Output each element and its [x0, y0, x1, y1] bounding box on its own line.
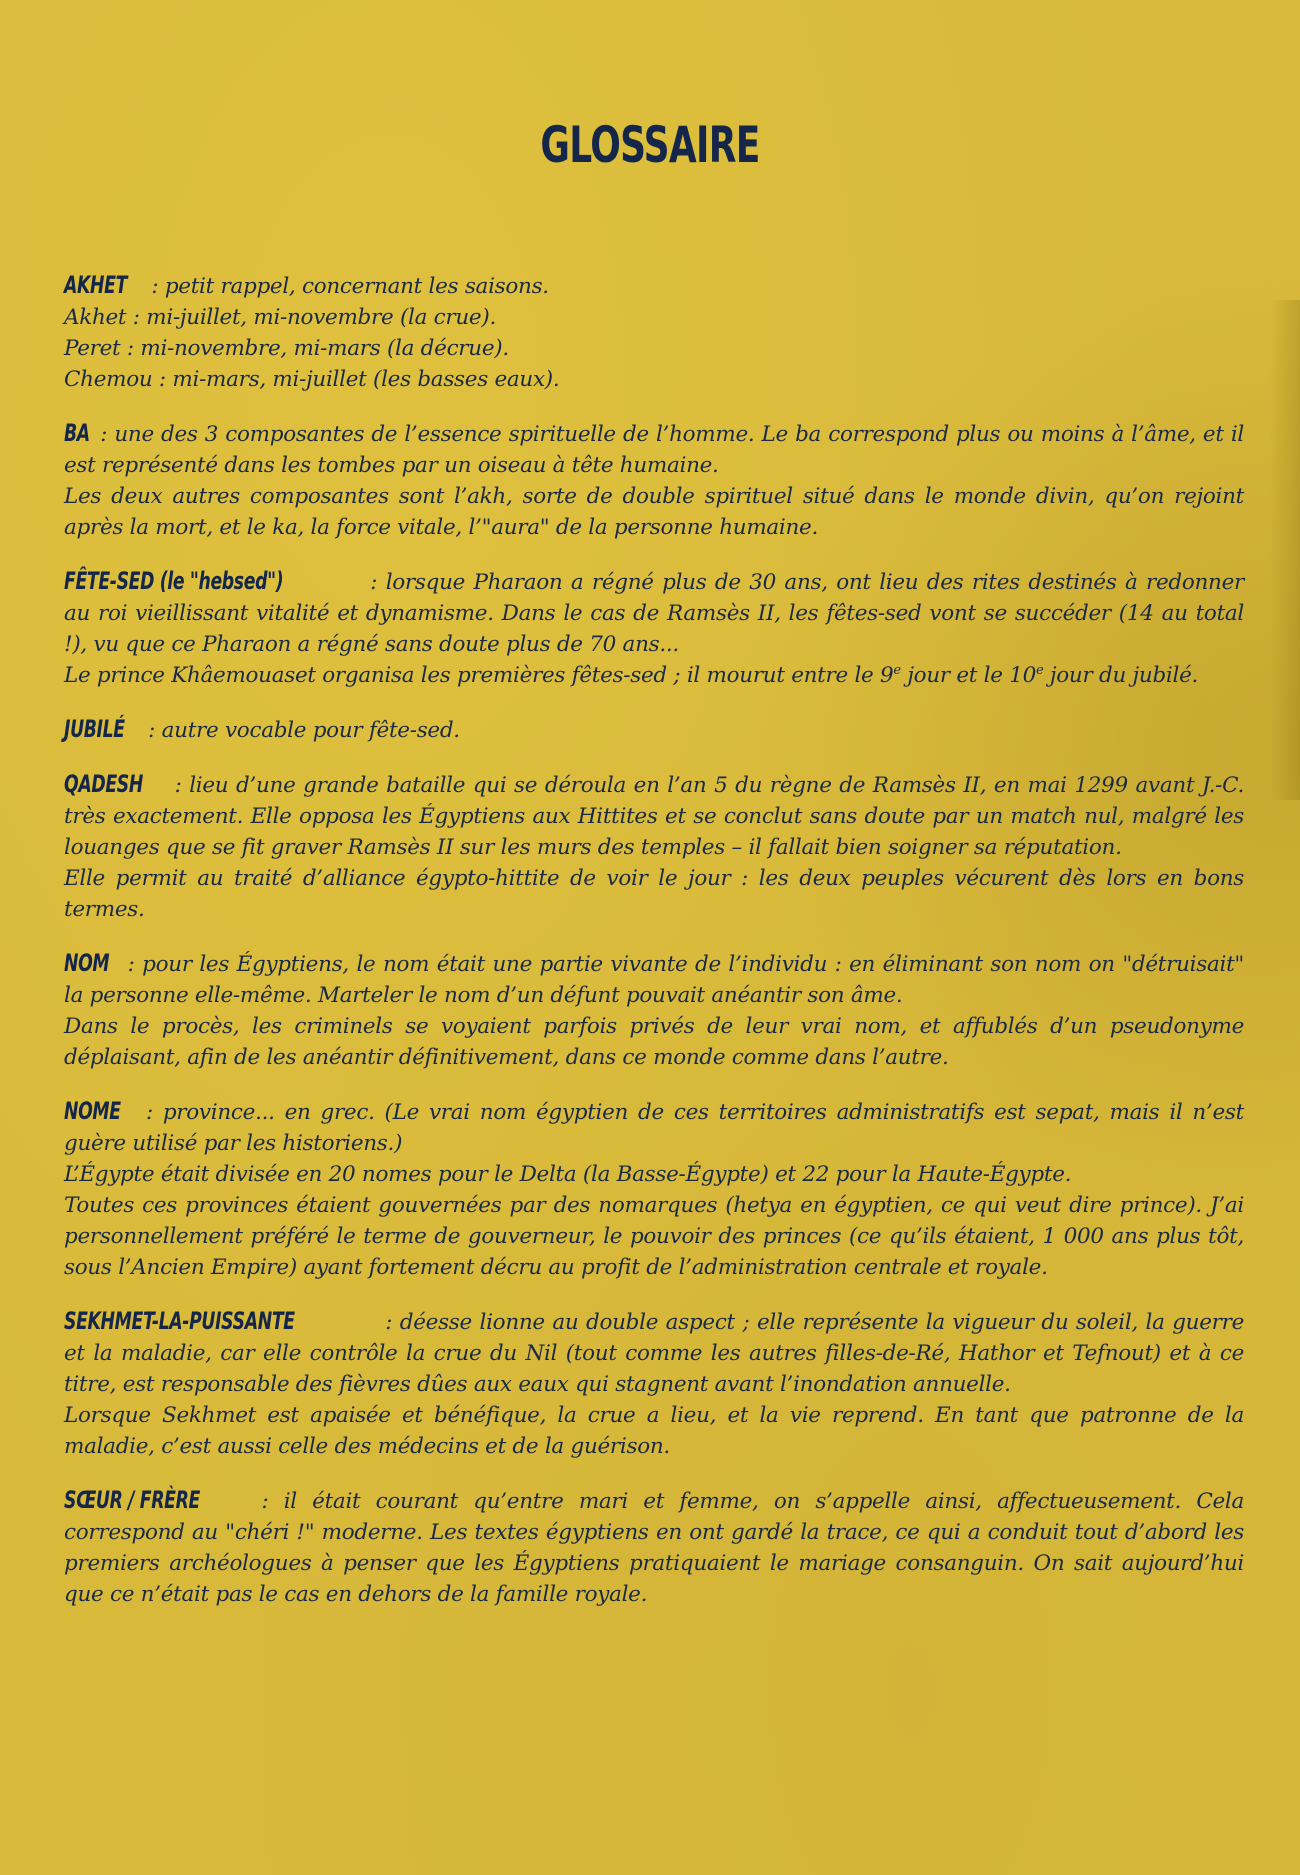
glossary-entry-fete-sed [64, 566, 1244, 691]
entry-text: déesse lionne au double aspect ; elle représente la vigueur du soleil, la guerre et la maladie, car elle contrôle la crue du Nil (tout comme les autres filles-de-Ré, Hathor et Tefnout) et à ce titre, est responsable des fièvres dûes aux eaux qui stagnent avant l’inondation annuelle. [64, 1310, 1245, 1397]
page-title: GLOSSAIRE [540, 115, 760, 174]
entry-term: SEKHMET-LA-PUISSANTE [64, 1307, 295, 1335]
entry-term: NOME [64, 1097, 121, 1125]
term-separator: : [141, 718, 162, 743]
entry-term: BA [64, 419, 90, 447]
entry-text: petit rappel, concernant les saisons. [164, 274, 549, 299]
glossary-entry-nome [64, 1096, 1244, 1283]
entry-term: NOM [64, 949, 110, 977]
entry-text: Akhet : mi-juillet, mi-novembre (la crue). [64, 305, 496, 330]
entry-text: Dans le procès, les criminels se voyaient parfois privés de leur vrai nom, et affublés d’un pseudonyme déplaisant, afin de les anéantir définitivement, dans ce monde comme dans l’autre. [64, 1014, 1244, 1070]
superscript: e [893, 662, 901, 678]
entry-text: Toutes ces provinces étaient gouvernées par des nomarques (hetya en égyptien, ce qui veut dire prince). J’ai personnellement préféré le terme de gouverneur, le pouvoir des princes (ce qu’ils étaient, 1 000 ans plus tôt, sous l’Ancien Empire) ayant fortement décru au profit de l’administration centrale et royale. [64, 1193, 1244, 1280]
term-separator: : [361, 570, 386, 595]
term-separator: : [377, 1310, 400, 1335]
term-separator: : [166, 773, 190, 798]
entry-term: SŒUR / FRÈRE [64, 1486, 201, 1514]
entry-text: Chemou : mi-mars, mi-juillet (les basses eaux). [64, 367, 560, 392]
entry-term: FÊTE-SED (le "hebsed") [64, 567, 284, 595]
entry-term: AKHET [64, 271, 128, 299]
glossary-list [64, 270, 1244, 1633]
entry-text: jour du jubilé. [1043, 663, 1199, 688]
glossary-entry-jubile [64, 714, 1244, 746]
glossary-entry-akhet [64, 270, 1244, 395]
entry-text: lorsque Pharaon a régné plus de 30 ans, ont lieu des rites destinés à redonner au roi vieillissant vitalité et dynamisme. Dans le cas de Ramsès II, les fêtes-sed vont se succéder (14 au total !), vu que ce Pharaon a régné sans doute plus de 70 ans... [64, 570, 1244, 657]
entry-text: L’Égypte était divisée en 20 nomes pour le Delta (la Basse-Égypte) et 22 pour la Haute-Égypte. [64, 1162, 1072, 1187]
entry-text: Peret : mi-novembre, mi-mars (la décrue). [64, 336, 509, 361]
term-separator: : [246, 1489, 284, 1514]
page-edge-shadow [1270, 300, 1300, 800]
glossary-entry-soeur-frere [64, 1485, 1244, 1610]
entry-text: Les deux autres composantes sont l’akh, sorte de double spirituel situé dans le monde divin, qu’on rejoint après la mort, et le ka, la force vitale, l’"aura" de la personne humaine. [64, 484, 1244, 540]
term-separator: : [120, 952, 143, 977]
term-separator: : [144, 274, 165, 299]
glossary-entry-qadesh [64, 769, 1244, 925]
entry-term: JUBILÉ [64, 715, 125, 743]
entry-text: une des 3 composantes de l’essence spirituelle de l’homme. Le ba correspond plus ou moins à l’âme, et il est représenté dans les tombes par un oiseau à tête humaine. [64, 422, 1244, 478]
superscript: e [1035, 662, 1044, 678]
entry-text: Elle permit au traité d’alliance égypto-hittite de voir le jour : les deux peuples vécurent dès lors en bons termes. [64, 866, 1244, 922]
entry-text: il était courant qu’entre mari et femme, on s’appelle ainsi, affectueusement. Cela correspond au "chéri !" moderne. Les textes égyptiens en ont gardé la trace, ce qui a conduit tout d’abord les premiers archéologues à penser que les Égyptiens pratiquaient le mariage consanguin. On sait aujourd’hui que ce n’était pas le cas en dehors de la famille royale. [64, 1489, 1245, 1607]
glossary-entry-nom [64, 948, 1244, 1073]
entry-text: Le prince Khâemouaset organisa les premières fêtes-sed ; il mourut entre le 9 [64, 663, 894, 688]
entry-text: Lorsque Sekhmet est apaisée et bénéfique, la crue a lieu, et la vie reprend. En tant que patronne de la maladie, c’est aussi celle des médecins et de la guérison. [64, 1403, 1244, 1459]
entry-text: lieu d’une grande bataille qui se déroula en l’an 5 du règne de Ramsès II, en mai 1299 avant J.-C. très exactement. Elle opposa les Égyptiens aux Hittites et se conclut sans doute par un match nul, malgré les louanges que se fit graver Ramsès II sur les murs des temples – il fallait bien soigner sa réputation. [64, 773, 1245, 860]
glossary-entry-sekhmet [64, 1306, 1244, 1462]
glossary-entry-ba [64, 418, 1244, 543]
term-separator: : [136, 1100, 163, 1125]
entry-text: pour les Égyptiens, le nom était une partie vivante de l’individu : en éliminant son nom on "détruisait" la personne elle-même. Marteler le nom d’un défunt pouvait anéantir son âme. [64, 952, 1244, 1008]
entry-text: province... en grec. (Le vrai nom égyptien de ces territoires administratifs est sepat, mais il n’est guère utilisé par les historiens.) [64, 1100, 1244, 1156]
entry-text: jour et le 10 [900, 663, 1036, 688]
entry-text: autre vocable pour fête-sed. [161, 718, 460, 743]
entry-term: QADESH [64, 770, 143, 798]
term-separator: : [93, 422, 115, 447]
